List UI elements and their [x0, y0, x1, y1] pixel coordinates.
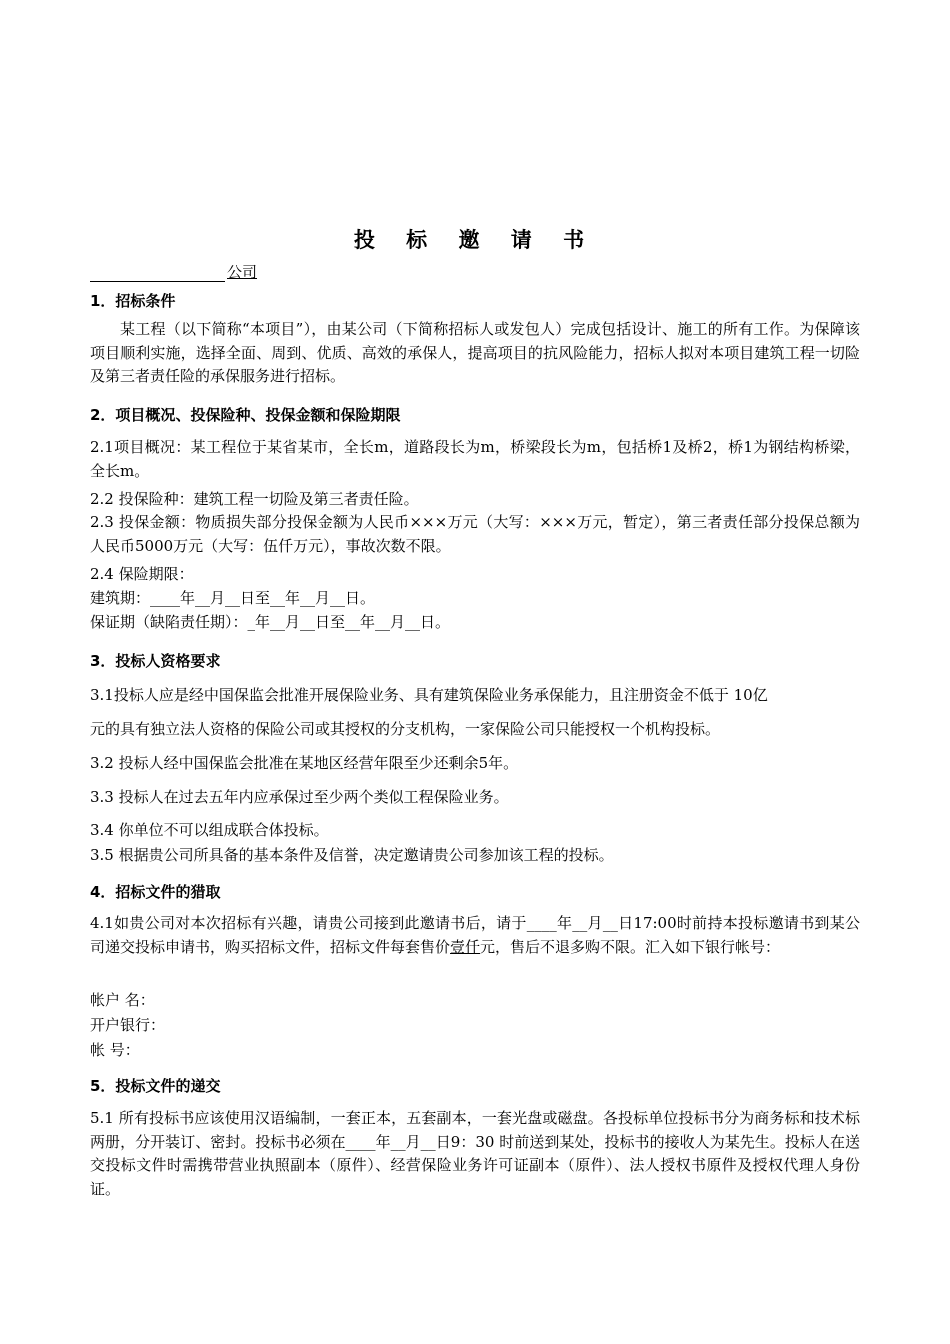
section-4-1-paragraph: [90, 912, 860, 959]
account-name-line: 帐户 名：: [90, 991, 155, 1009]
section-1-paragraph: 某工程（以下简称“本项目”），由某公司（下简称招标人或发包人）完成包括设计、施工的所有工作。为保障该项目顺利实施，选择全面、周到、优质、高效的承保人，提高项目的抗风险能力，招标人拟对本项目建筑工程一切险及第三者责任险的承保服务进行招标。: [90, 320, 860, 385]
addressee-company: 公司: [227, 263, 258, 281]
section-4-heading: 4．招标文件的猎取: [90, 883, 221, 901]
warranty-period-line: 保证期（缺陷责任期）：_年__月__日至__年__月__日。: [90, 613, 451, 631]
section-2-4-line: 2.4 保险期限：: [90, 565, 194, 583]
section-5-1-paragraph: 5.1 所有投标书应该使用汉语编制，一套正本，五套副本，一套光盘或磁盘。各投标单位投标书分为商务标和技术标两册，分开装订、密封。投标书必须在____年__月__日9：30 时前送到某处，投标书的接收人为某先生。投标人在送交投标文件时需携带营业执照副本（原件）、经营保险业务许可证副本（原件）、法人授权书原件及授权代理人身份证。: [90, 1109, 860, 1198]
document-title: 投 标 邀 请 书: [353, 228, 597, 252]
section-3-1-line-b: 元的具有独立法人资格的保险公司或其授权的分支机构，一家保险公司只能授权一个机构投标。: [90, 720, 721, 738]
section-4-1-text-a: 4.1如贵公司对本次招标有兴趣，请贵公司接到此邀请书后，请于____年__月__日17:00时前持本投标邀请书到某公司递交投标申请书，购买招标文件，招标文件每套售价: [90, 914, 860, 956]
account-number-line: 帐 号：: [90, 1041, 140, 1059]
addressee-blank: [90, 265, 225, 282]
section-3-1-line-a: 3.1投标人应是经中国保监会批准开展保险业务、具有建筑保险业务承保能力，且注册资金不低于 10亿: [90, 686, 768, 704]
section-2-1-paragraph: 2.1项目概况：某工程位于某省某市，全长m，道路段长为m，桥梁段长为m，包括桥1及桥2，桥1为钢结构桥梁，全长m。: [90, 438, 860, 480]
section-2-2-line: 2.2 投保险种：建筑工程一切险及第三者责任险。: [90, 490, 419, 508]
section-3-2-line: 3.2 投标人经中国保监会批准在某地区经营年限至少还剩余5年。: [90, 754, 519, 772]
document-price: 壹仟: [450, 937, 481, 956]
section-2-heading: 2．项目概况、投保险种、投保金额和保险期限: [90, 406, 401, 424]
bank-line: 开户银行：: [90, 1016, 166, 1034]
construction-period-line: 建筑期：____年__月__日至__年__月__日。: [90, 589, 376, 607]
section-3-3-line: 3.3 投标人在过去五年内应承保过至少两个类似工程保险业务。: [90, 788, 509, 806]
section-3-4-line: 3.4 你单位不可以组成联合体投标。: [90, 821, 329, 839]
section-1-heading: 1．招标条件: [90, 292, 176, 310]
section-5-heading: 5．投标文件的递交: [90, 1077, 221, 1095]
section-2-3-paragraph: 2.3 投保金额：物质损失部分投保金额为人民币×××万元（大写：×××万元，暂定），第三者责任部分投保总额为人民币5000万元（大写：伍仟万元），事故次数不限。: [90, 513, 860, 555]
section-3-5-line: 3.5 根据贵公司所具备的基本条件及信誉，决定邀请贵公司参加该工程的投标。: [90, 846, 614, 864]
section-3-heading: 3．投标人资格要求: [90, 652, 221, 670]
section-4-1-text-b: 元，售后不退多购不限。汇入如下银行帐号：: [480, 937, 781, 956]
addressee-line: [90, 262, 257, 282]
